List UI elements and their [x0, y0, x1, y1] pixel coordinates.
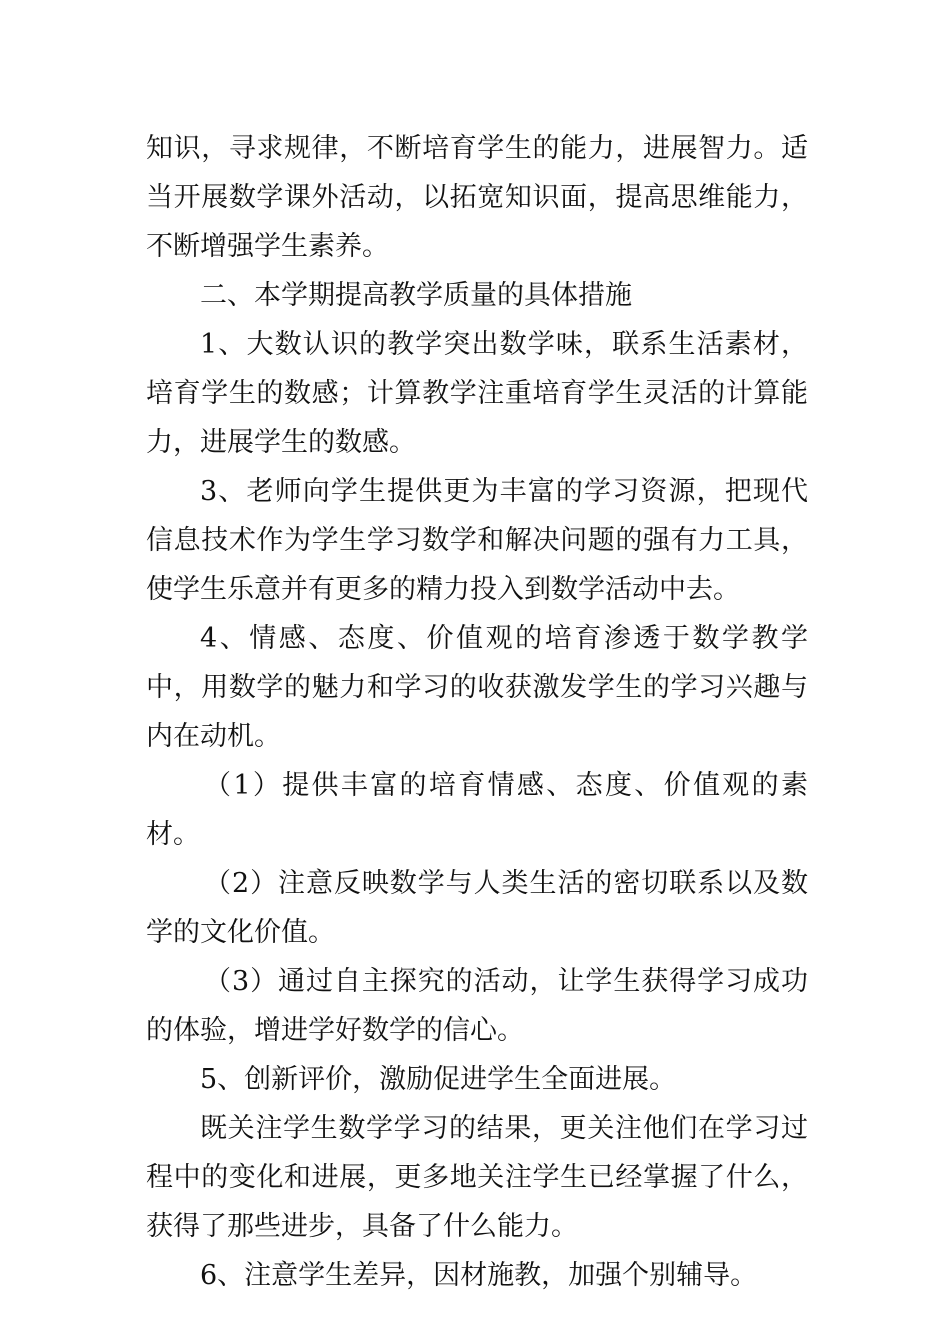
paragraph-subitem-2: （2）注意反映数学与人类生活的密切联系以及数学的文化价值。: [146, 868, 808, 948]
paragraph-item-5: 5、创新评价，激励促进学生全面进展。: [200, 1064, 677, 1095]
paragraph-continuation: 知识，寻求规律，不断培育学生的能力，进展智力。适当开展数学课外活动，以拓宽知识面，提高思维能力，不断增强学生素养。: [146, 133, 808, 262]
paragraph-item-6: 6、注意学生差异，因材施教，加强个别辅导。: [200, 1260, 758, 1291]
paragraph-item-3: 3、老师向学生提供更为丰富的学习资源，把现代信息技术作为学生学习数学和解决问题的强有力工具，使学生乐意并有更多的精力投入到数学活动中去。: [146, 476, 808, 605]
document-body: [146, 124, 808, 1300]
paragraph-item-5-detail: 既关注学生数学学习的结果，更关注他们在学习过程中的变化和进展，更多地关注学生已经掌握了什么，获得了那些进步，具备了什么能力。: [146, 1113, 808, 1242]
section-heading: 二、本学期提高教学质量的具体措施: [200, 280, 632, 311]
paragraph-item-1: 1、大数认识的教学突出数学味，联系生活素材，培育学生的数感；计算教学注重培育学生灵活的计算能力，进展学生的数感。: [146, 329, 808, 458]
paragraph-subitem-1: （1）提供丰富的培育情感、态度、价值观的素材。: [146, 770, 808, 850]
paragraph-item-4: 4、情感、态度、价值观的培育渗透于数学教学中，用数学的魅力和学习的收获激发学生的学习兴趣与内在动机。: [146, 623, 808, 752]
paragraph-subitem-3: （3）通过自主探究的活动，让学生获得学习成功的体验，增进学好数学的信心。: [146, 966, 808, 1046]
